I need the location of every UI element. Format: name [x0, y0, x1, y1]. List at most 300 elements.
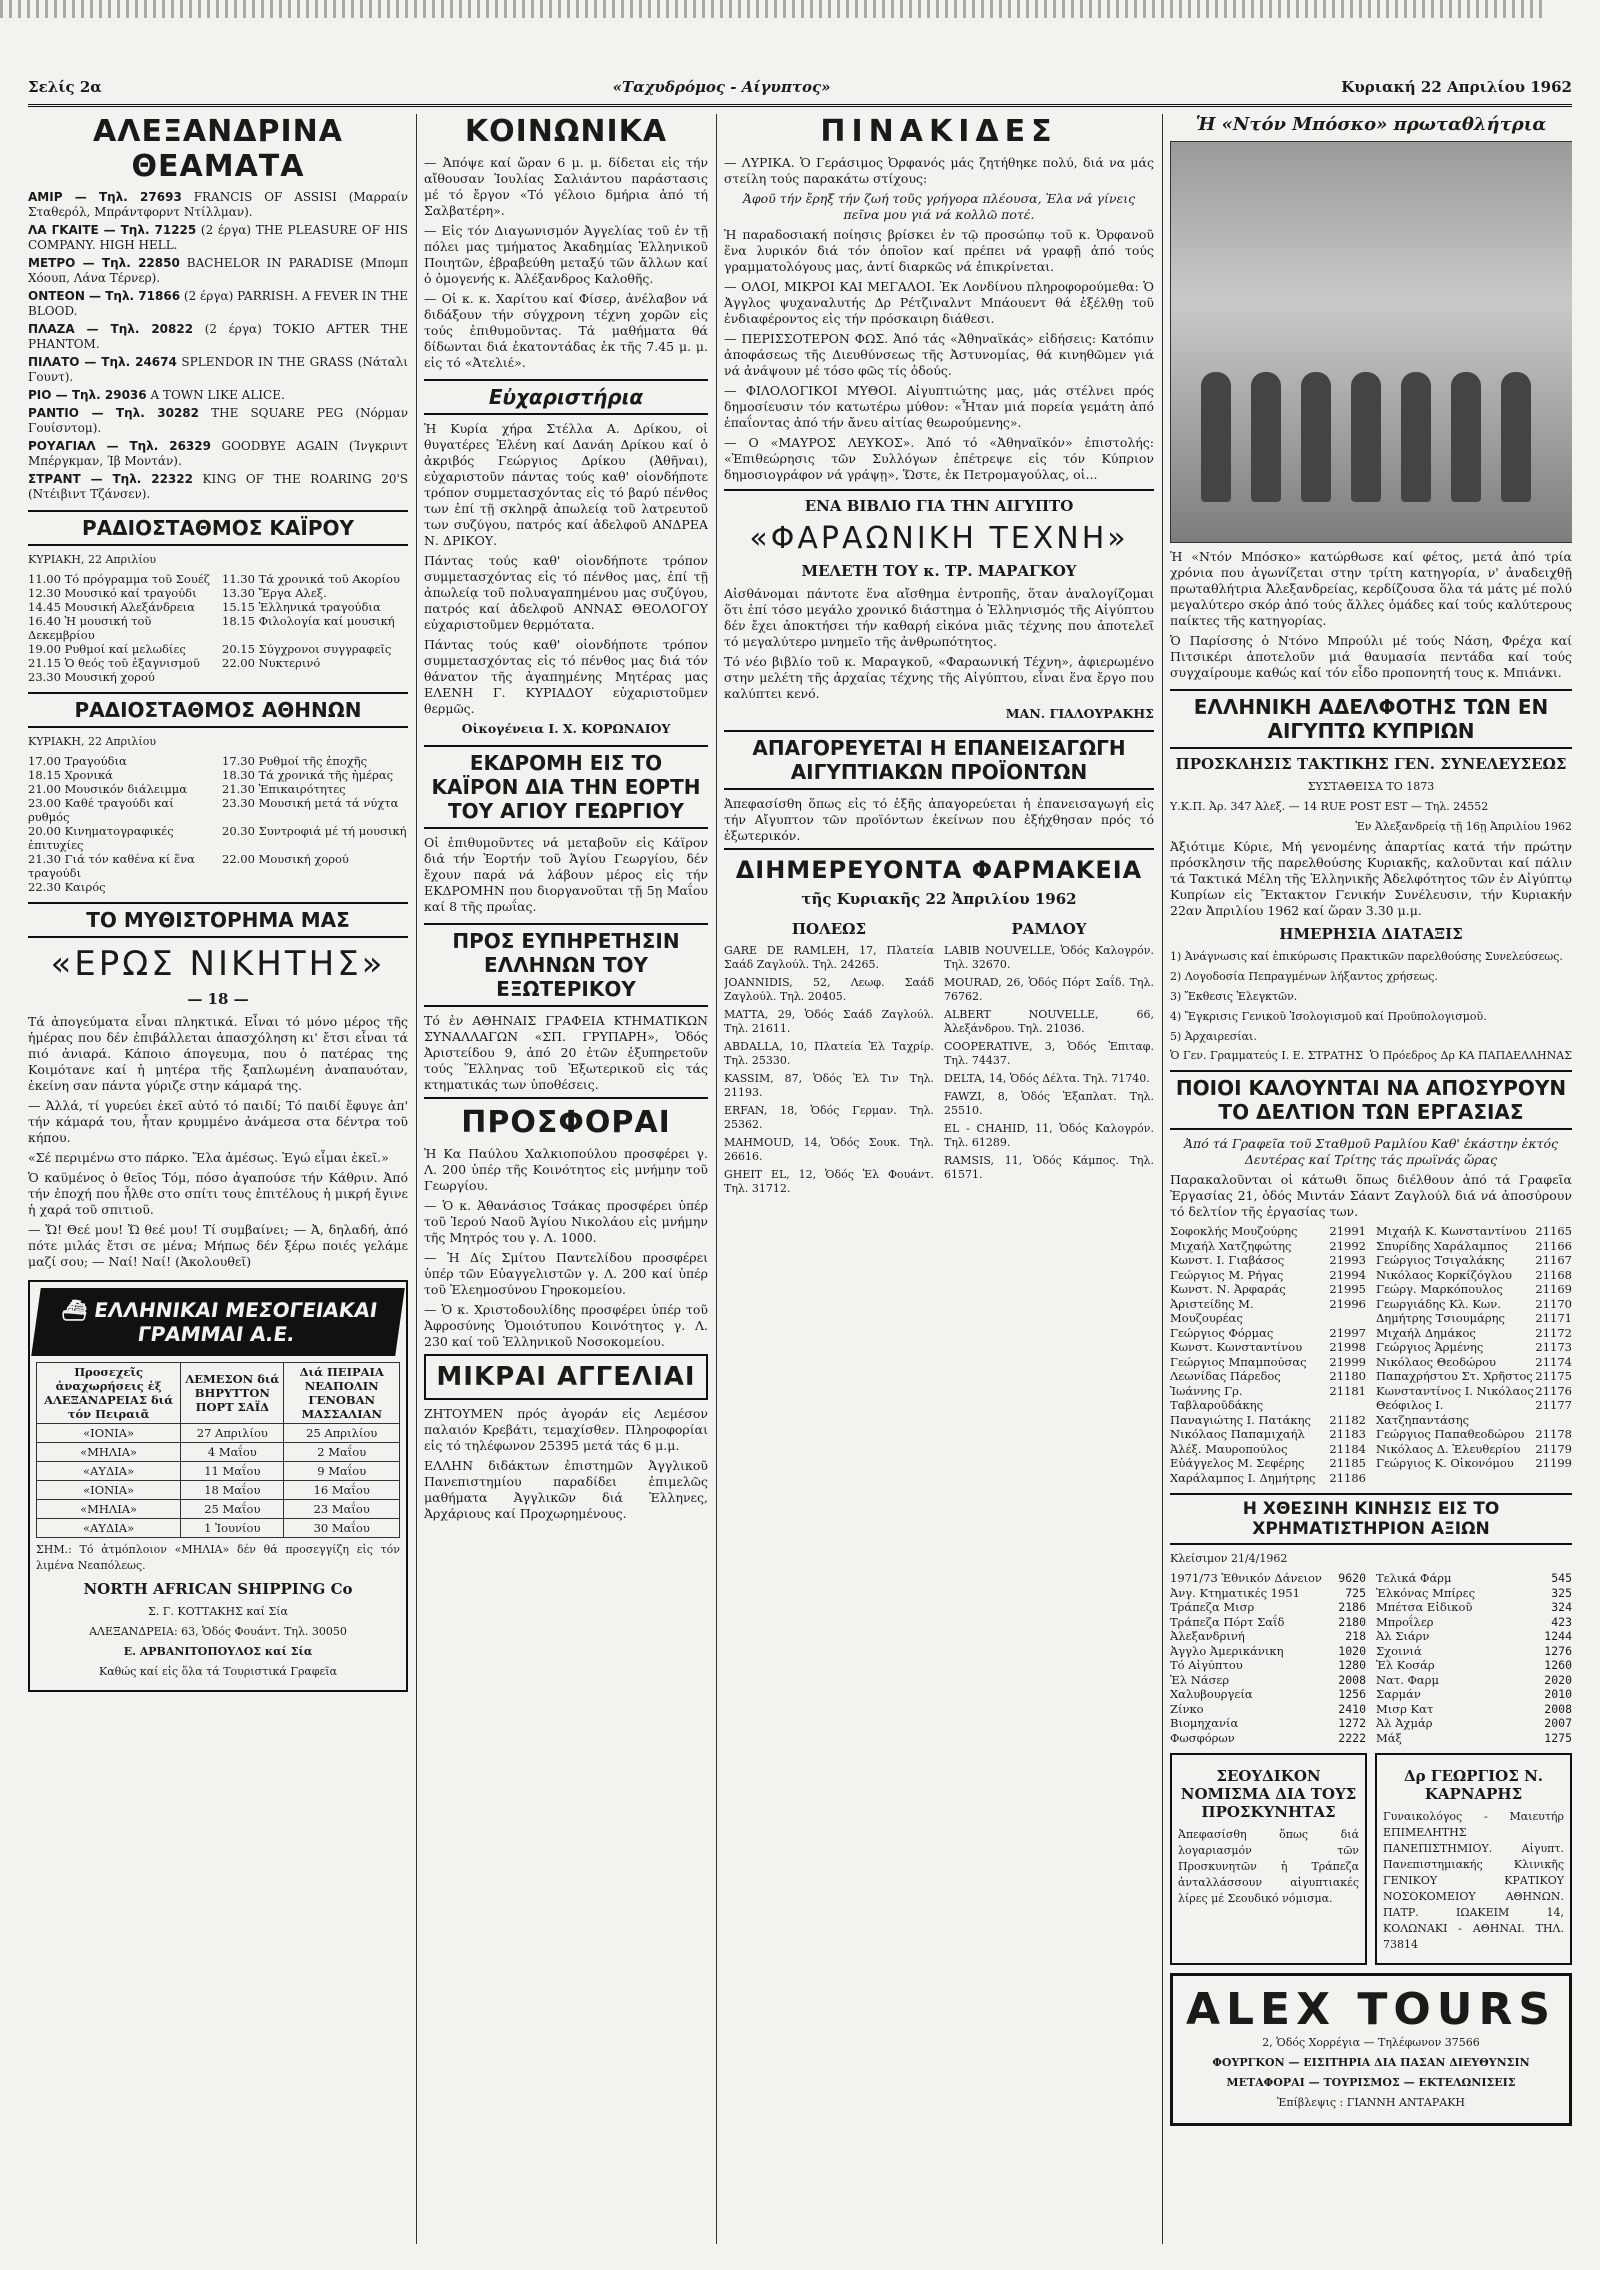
list-item: [1376, 1629, 1572, 1644]
cinema-film: KING OF THE ROARING 20'S (Ντέιβιντ Τζάνσεν).: [28, 472, 408, 501]
stock-price: 423: [1551, 1614, 1572, 1629]
agenda-item: 5) Ἀρχαιρεσίαι.: [1170, 1030, 1257, 1043]
list-item: [1376, 1586, 1572, 1601]
stock-price: 1272: [1338, 1716, 1366, 1730]
classifieds-title: ΜΙΚΡΑΙ ΑΓΓΕΛΙΑΙ: [424, 1354, 708, 1400]
pharmacy-entry: MATTA, 29, Ὁδός Σαάδ Ζαγλούλ. Τηλ. 21611.: [724, 1008, 934, 1035]
agenda-item: 4) Ἔγκρισις Γενικοῦ Ἰσολογισμοῦ καί Προϋπολογισμοῦ.: [1170, 1010, 1487, 1023]
stock-price: 545: [1551, 1571, 1572, 1585]
thanks-title: Εὐχαριστήρια: [424, 379, 708, 415]
list-item: [1376, 1427, 1572, 1442]
novel-paragraph: Ὁ καϋμένος ὁ θεῖος Τόμ, πόσο ἀγαπούσε τήν Κάθριν. Ἀπό τήν ἐποχή που ἦλθε στο σπίτι τους ἐπιτέλους ἡ μικρή ἔγινε ἡ χαρά τοῦ σπιτιοῦ.: [28, 1170, 408, 1217]
shipping-company-name: ΕΛΛΗΝΙΚΑΙ ΜΕΣΟΓΕΙΑΚΑΙ ΓΡΑΜΜΑΙ Α.Ε.: [92, 1298, 379, 1346]
novel-paragraph: Τά ἀπογεύματα εἶναι πληκτικά. Εἶναι τό μόνο μέρος τῆς ἡμέρας που δέν ἐπιβάλλεται ἀπασχόληση κι' ἔτσι εἶναι τά πιό ἀνιαρά. Κάποιο άπογευμα, που ὁ πατέρας της Κοιμότανε καί ἡ μητέρα τῆς ξαπλωμένη ἀναπαυόταν, ἐκείνη σαν πάντα γύριζε στην κάμαρά της.: [28, 1014, 408, 1093]
member-number: 21992: [1329, 1238, 1366, 1253]
list-item: [1170, 1615, 1366, 1630]
list-item: [1170, 1427, 1366, 1442]
radio-program: 12.30 Μουσικό καί τραγούδι: [28, 586, 197, 600]
print-border-noise: [0, 0, 1544, 18]
pharmacy-entry: RAMSIS, 11, Ὁδός Κάμπος. Τηλ. 61571.: [944, 1154, 1154, 1181]
stock-price: 1020: [1338, 1643, 1366, 1658]
pharmacy-entry: GHEIT EL, 12, Ὁδός Ἐλ Φουάντ. Τηλ. 31712.: [724, 1168, 934, 1195]
radio-athens-schedule: [28, 754, 408, 894]
stock-name: Ζίνκο: [1170, 1701, 1204, 1716]
table-cell: 16 Μαΐου: [284, 1481, 400, 1500]
table-row: [37, 1500, 400, 1519]
cinema-name: ΡΟΥΑΓΙΑΛ — Τηλ. 26329: [28, 439, 211, 453]
member-name: Γεώργιος Μ. Ρήγας: [1170, 1267, 1284, 1282]
shipping-column-header: ΛΕΜΕΣΟΝ διά ΒΗΡΥΤΤΟΝ ΠΟΡΤ ΣΑΪΔ: [181, 1363, 284, 1424]
table-cell: «ΜΗΛΙΑ»: [37, 1500, 181, 1519]
brotherhood-date: Ἐν Ἀλεξανδρείᾳ τῇ 16ῃ Ἀπριλίου 1962: [1355, 820, 1572, 833]
table-cell: «ΑΥΔΙΑ»: [37, 1462, 181, 1481]
list-item: [1376, 1297, 1572, 1312]
stock-name: 1971/73 Ἐθνικόν Δάνειον: [1170, 1571, 1322, 1585]
list-item: [1170, 1224, 1366, 1239]
radio-program: 23.00 Καθέ τραγούδι καί ρυθμός: [28, 796, 174, 824]
member-number: 21177: [1535, 1398, 1572, 1412]
member-name: Γεώργιος Κ. Οἰκονόμου: [1376, 1456, 1514, 1470]
book-banner: ΕΝΑ ΒΙΒΛΙΟ ΓΙΑ ΤΗΝ ΑΙΓΥΠΤΟ: [724, 489, 1154, 515]
table-cell: 23 Μαΐου: [284, 1500, 400, 1519]
forbid-paragraph: Ἀπεφασίσθη ὅπως εἰς τό ἑξῆς ἀπαγορεύεται ἡ ἐπανεισαγωγή εἰς τήν Αἴγυπτον τῶν προϊόντων ἐκείνων που ἐξήχθησαν πρός τό ἐξωτερικόν.: [724, 796, 1154, 843]
list-item: [1170, 1442, 1366, 1457]
stock-name: Ἐλ Νάσερ: [1170, 1672, 1230, 1687]
thanks-paragraph: Ἡ Κυρία χήρα Στέλλα Α. Δρίκου, οἱ θυγατέρες Ἑλένη καί Δανάη Δρίκου καί ὁ ἀκριβός Γεώργιος Δρίκου (Ἀθῆναι), εὐχαριστοῦν πάντας τούς καθ' οἱονδήποτε τρόπον συμμετασχόντας εἰς τό βαρύ πένθος των ἐπί τῇ σκληρᾷ ἀπωλείᾳ τοῦ λατρευτοῦ των συζύγου, πατρός καί ἀδελφοῦ ΑΝΔΡΕΑ Ν. ΔΡΙΚΟΥ.: [424, 421, 708, 548]
cinema-listing: [28, 406, 408, 436]
member-name: Γεώργιος Ἀρμένης: [1376, 1340, 1484, 1354]
shipping-column-header: Προσεχεῖς ἀναχωρήσεις ἐξ ΑΛΕΞΑΝΔΡΕΙΑΣ διά τόν Πειραιᾶ: [37, 1363, 181, 1424]
player-figure: [1501, 372, 1531, 502]
notice-paragraph: Ἡ παραδοσιακή ποίησις βρίσκει ἐν τῷ προσώπῳ τοῦ κ. Ὀρφανοῦ ἕνα λυρικόν διά τόν ὁποῖον καί πρέπει νά γραφῇ ἀπό τούς γραμματολόγους μας, ἀντί διαρκῶς νά ἐπικρίνεται.: [724, 227, 1154, 274]
member-name: Παναγιώτης Ι. Πατάκης: [1170, 1412, 1311, 1427]
pharmacy-entry: MAHMOUD, 14, Ὁδός Σουκ. Τηλ. 26616.: [724, 1136, 934, 1163]
notice-paragraph: — ΛΥΡΙΚΑ. Ὁ Γεράσιμος Ὀρφανός μάς ζητήθηκε πολύ, διά να μάς στείλη τούς παρακάτω στίχους:: [724, 155, 1154, 186]
stock-price: 1260: [1544, 1658, 1572, 1672]
member-name: Σπυρίδης Χαράλαμπος: [1376, 1238, 1508, 1253]
shipping-agent-name: NORTH AFRICAN SHIPPING Co: [83, 1580, 353, 1598]
member-name: Σοφοκλής Μουζούρης: [1170, 1224, 1298, 1238]
stock-price: 2008: [1544, 1701, 1572, 1716]
list-item: [1376, 1340, 1572, 1355]
list-item: [1376, 1456, 1572, 1471]
rail-title: ΠΟΙΟΙ ΚΑΛΟΥΝΤΑΙ ΝΑ ΑΠΟΣΥΡΟΥΝ ΤΟ ΔΕΛΤΙΟΝ ΤΩΝ ΕΡΓΑΣΙΑΣ: [1170, 1070, 1572, 1130]
radio-program: 21.00 Μουσικόν διάλειμμα: [28, 782, 188, 796]
member-number: 21168: [1535, 1267, 1572, 1282]
member-number: 21182: [1329, 1412, 1366, 1427]
cinema-name: ΣΤΡΑΝΤ — Τηλ. 22322: [28, 472, 193, 486]
newspaper-page: [28, 18, 1572, 2252]
member-number: 21998: [1329, 1340, 1366, 1354]
member-number: 21993: [1329, 1253, 1366, 1267]
member-name: Νικόλαος Παπαμιχαήλ: [1170, 1427, 1305, 1441]
stock-price: 1276: [1544, 1643, 1572, 1658]
member-number: 21176: [1535, 1383, 1572, 1398]
notice-paragraph: — Ο «ΜΑΥΡΟΣ ΛΕΥΚΟΣ». Ἀπό τό «Ἀθηναϊκόν» ἐπιστολής: «Ἐπιθεώρησις τῶν Συλλόγων ἐπέτρεψε εἰς τόν Κύπριον δημοσιογράφον νά γράψῃ», Ὥστε, ἐκ Πετρομαγούλας, οἱ...: [724, 435, 1154, 482]
pharmacy-entry: DELTA, 14, Ὁδός Δέλτα. Τηλ. 71740.: [944, 1072, 1150, 1085]
member-number: 21994: [1329, 1267, 1366, 1282]
stock-price: 725: [1345, 1585, 1366, 1600]
member-number: 21185: [1329, 1456, 1366, 1470]
section-title-social: ΚΟΙΝΩΝΙΚΑ: [464, 114, 668, 149]
list-item: [1376, 1615, 1572, 1630]
offers-paragraph: Ἡ Κα Παύλου Χαλκιοπούλου προσφέρει γ. Λ. 200 ὑπέρ τῆς Κοινότητος εἰς μνήμην τοῦ Γεωργίου.: [424, 1146, 708, 1193]
list-item: [1376, 1600, 1572, 1615]
list-item: [1376, 1224, 1572, 1239]
list-item: [1376, 1731, 1572, 1746]
list-item: [1376, 1673, 1572, 1688]
pharmacy-city-list: [724, 944, 934, 1196]
coin-paragraph: Ἀπεφασίσθη ὅπως διά λογαριασμόν τῶν Προσκυνητῶν ἡ Τράπεζα ἀνταλλάσσουν αἰγυπτιακές λίρες μέ Σεουδικό νόμισμα.: [1178, 1828, 1359, 1905]
member-name: Μιχαήλ Δημάκος: [1376, 1325, 1476, 1340]
radio-program: 22.00 Μουσική χορού: [222, 852, 349, 866]
stock-price: 325: [1551, 1585, 1572, 1600]
radio-program: 21.30 Ἐπικαιρότητες: [222, 782, 346, 796]
shipping-table-body: [37, 1424, 400, 1538]
member-number: 21181: [1329, 1383, 1366, 1398]
list-item: [1170, 1297, 1366, 1326]
list-item: [1170, 1644, 1366, 1659]
pharmacy-ramleh: [944, 914, 1154, 1200]
member-number: 21169: [1535, 1282, 1572, 1296]
list-item: [1170, 1239, 1366, 1254]
radio-program: 23.30 Μουσική χορού: [28, 670, 155, 684]
cinema-film: (2 έργα) THE PLEASURE OF HIS COMPANY. HIGH HELL.: [28, 223, 408, 252]
table-cell: 27 Απριλίου: [181, 1424, 284, 1443]
member-name: Νικόλαος Δ. Ἐλευθερίου: [1376, 1441, 1521, 1456]
cinema-film: SPLENDOR IN THE GRASS (Νάταλι Γουντ).: [28, 355, 408, 384]
table-cell: «ΑΥΔΙΑ»: [37, 1519, 181, 1538]
stock-price: 1280: [1338, 1658, 1366, 1672]
member-name: Κωνστ. Κωνσταντίνου: [1170, 1340, 1303, 1354]
pharmacy-entry: EL - CHAHID, 11, Ὁδός Καλογρόν. Τηλ. 61289.: [944, 1122, 1154, 1149]
member-name: Νικόλαος Κορκίζόγλου: [1376, 1267, 1512, 1282]
stock-name: Νατ. Φαρμ: [1376, 1672, 1439, 1687]
radio-program: 22.30 Καιρός: [28, 880, 106, 894]
book-paragraph: Τό νέο βιβλίο τοῦ κ. Μαραγκοῦ, «Φαραωνική Τέχνη», ἀφιερωμένο στην μελέτη τῆς ἀρχαίας τέχνης τῆς Αἰγύπτου, εἶναι ἕνα ἔργο που καλύπτει κενό.: [724, 654, 1154, 701]
stock-name: Ἀνγ. Κτηματικές 1951: [1170, 1585, 1300, 1600]
member-name: Γεώργιος Μπαμπούσας: [1170, 1354, 1307, 1369]
table-cell: 1 Ἰουνίου: [181, 1519, 284, 1538]
list-item: [1170, 1384, 1366, 1413]
coin-title: ΣΕΟΥΔΙΚΟΝ ΝΟΜΙΣΜΑ ΔΙΑ ΤΟΥΣ ΠΡΟΣΚΥΝΗΤΑΣ: [1180, 1767, 1357, 1821]
stock-price: 2007: [1544, 1716, 1572, 1730]
section-title-theaters: ΑΛΕΞΑΝΔΡΙΝΑ ΘΕΑΜΑΤΑ: [93, 114, 343, 184]
stock-title: Η ΧΘΕΣΙΝΗ ΚΙΝΗΣΙΣ ΕΙΣ ΤΟ ΧΡΗΜΑΤΙΣΤΗΡΙΟΝ ΑΞΙΩΝ: [1170, 1493, 1572, 1545]
member-number: 21172: [1535, 1325, 1572, 1340]
masthead: [28, 70, 1572, 107]
stock-price: 2222: [1338, 1730, 1366, 1745]
member-number: 21997: [1329, 1325, 1366, 1340]
ship-icon: ⛴: [60, 1298, 97, 1322]
member-name: Νικόλαος Θεοδώρου: [1376, 1354, 1497, 1369]
member-name: Χαράλαμπος Ι. Δημήτρης: [1170, 1470, 1316, 1485]
social-paragraph: — Οἱ κ. κ. Χαρίτου καί Φίσερ, ἀνέλαβον νά διδάξουν τήν σύγχρονη τέχνη χορῶν εἰς τούς ἐπιθυμοῦντας. Τά μαθήματα θά δίδωνται διά ἑκατοντάδας ἐκ τῆς 7.45 μ. μ. εἰς τό «Ἀτελιέ».: [424, 291, 708, 370]
book-subtitle: ΜΕΛΕΤΗ ΤΟΥ κ. ΤΡ. ΜΑΡΑΓΚΟΥ: [801, 562, 1077, 580]
stock-price: 2010: [1544, 1687, 1572, 1701]
radio-program: 16.40 Ἡ μουσική τοῦ Δεκεμβρίου: [28, 614, 152, 642]
member-name: Γεώργιος Φόρμας: [1170, 1325, 1274, 1340]
table-row: [37, 1481, 400, 1500]
thanks-paragraph: Πάντας τούς καθ' οἱονδήποτε τρόπον συμμετασχόντας εἰς τό πένθος μας διά τόν θάνατον τῆς ἀγαπημένης Μητέρας μας ΕΛΕΝΗ Γ. ΚΥΡΙΑΔΟΥ εὐχαριστοῦμεν θερμῶς.: [424, 637, 708, 716]
pharmacy-entry: ERFAN, 18, Ὁδός Γερμαν. Τηλ. 25362.: [724, 1104, 934, 1131]
list-item: [1376, 1571, 1572, 1586]
radio-program: 11.30 Τά χρονικά τοῦ Ακορίου: [222, 572, 400, 586]
radio-program: 18.15 Χρονικά: [28, 768, 113, 782]
radio-program: 18.15 Φιλολογία καί μουσική: [222, 614, 395, 628]
list-item: [1376, 1687, 1572, 1702]
shipping-table-header: [37, 1363, 400, 1424]
agenda-title: ΗΜΕΡΗΣΙΑ ΔΙΑΤΑΞΙΣ: [1279, 925, 1463, 943]
player-figure: [1201, 372, 1231, 502]
list-item: [1376, 1658, 1572, 1673]
list-item: [1170, 1600, 1366, 1615]
member-number: 21174: [1535, 1354, 1572, 1369]
shipping-agent-line: Καθώς καί εἰς ὅλα τά Τουριστικά Γραφεῖα: [98, 1665, 337, 1678]
stock-name: Τελικά Φάρμ: [1376, 1571, 1452, 1585]
member-name: Γεώργ. Μαρκόπουλος: [1376, 1282, 1503, 1296]
stock-name: Χαλυβουργεία: [1170, 1687, 1253, 1701]
doctor-details: Γυναικολόγος - Μαιευτήρ ΕΠΙΜΕΛΗΤΗΣ ΠΑΝΕΠΙΣΤΗΜΙΟΥ. Αἰγυπτ. Πανεπιστημιακής Κλινικῆς ΓΕΝΙΚΟΥ ΚΡΑΤΙΚΟΥ ΝΟΣΟΚΟΜΕΙΟΥ ΑΘΗΝΩΝ. ΠΑΤΡ. ΙΩΑΚΕΙΜ 14, ΚΟΛΩΝΑΚΙ - ΑΘΗΝΑΙ. ΤΗΛ. 73814: [1383, 1810, 1564, 1951]
cinema-listing: [28, 472, 408, 502]
pharmacy-ramleh-list: [944, 944, 1154, 1182]
radio-program: 18.30 Τά χρονικά τῆς ἡμέρας: [222, 768, 394, 782]
column-notices: [724, 114, 1154, 2244]
agenda-item: 3) Ἔκθεσις Ἐλεγκτῶν.: [1170, 990, 1298, 1003]
novel-paragraph: — Ὤ! Θεέ μου! Ὤ θεέ μου! Τί συμβαίνει; — Ἀ, δηλαδή, ἀπό πότε μιλάς ἔτσι σε μένα; Μήπως δέν ξέρω ποιές γελάμε μαζί σου; — Ναί! Ναί! (Ἀκολουθεῖ): [28, 1222, 408, 1269]
member-number: 21165: [1535, 1224, 1572, 1238]
list-item: [1376, 1442, 1572, 1457]
brotherhood-ref: Υ.Κ.Π. Ἀρ. 347 Ἀλεξ. — 14 RUE POST EST — Τηλ. 24552: [1170, 800, 1489, 813]
list-item: [1376, 1644, 1572, 1659]
brotherhood-subtitle: ΠΡΟΣΚΛΗΣΙΣ ΤΑΚΤΙΚΗΣ ΓΕΝ. ΣΥΝΕΛΕΥΣΕΩΣ: [1175, 755, 1567, 773]
stock-name: Φωσφόρων: [1170, 1730, 1235, 1745]
section-title-notices: ΠΙΝΑΚΙΔΕΣ: [820, 114, 1058, 149]
member-name: Γεώργιος Τσιγαλάκης: [1376, 1253, 1505, 1267]
member-name: Μιχαήλ Κ. Κωνσταντίνου: [1376, 1224, 1527, 1238]
stock-list: [1170, 1571, 1572, 1745]
radio-athens-date: ΚΥΡΙΑΚΗ, 22 Απριλίου: [28, 735, 157, 748]
forbid-title: ΑΠΑΓΟΡΕΥΕΤΑΙ Η ΕΠΑΝΕΙΣΑΓΩΓΗ ΑΙΓΥΠΤΙΑΚΩΝ ΠΡΟΪΟΝΤΩΝ: [724, 730, 1154, 790]
radio-program: 17.00 Τραγούδια: [28, 754, 127, 768]
list-item: [1376, 1239, 1572, 1254]
member-number: 21178: [1535, 1427, 1572, 1441]
list-item: [1170, 1355, 1366, 1370]
table-row: [37, 1424, 400, 1443]
offers-paragraph: — Ἡ Δίς Σμίτου Παντελίδου προσφέρει ὑπέρ τῶν Εὐαγγελιστῶν γ. Λ. 200 καί ὑπέρ τοῦ Ἐλεημοσύνου Γηροκομείου.: [424, 1250, 708, 1297]
member-number: 21186: [1329, 1470, 1366, 1485]
radio-cairo-schedule: [28, 572, 408, 684]
radio-program: 15.15 Ἑλληνικά τραγούδια: [222, 600, 381, 614]
member-number: 21171: [1535, 1311, 1572, 1325]
shipping-agent-line: Ε. ΑΡΒΑΝΙΤΟΠΟΥΛΟΣ καί Σία: [123, 1645, 313, 1658]
stock-price: 2008: [1338, 1672, 1366, 1687]
cinema-film: GOODBYE AGAIN (Ίνγκριντ Μπέργκμαν, Ίβ Μοντάν).: [28, 439, 408, 468]
table-cell: 11 Μαΐου: [181, 1462, 284, 1481]
list-item: [1376, 1716, 1572, 1731]
cinema-listing: [28, 388, 408, 403]
cinema-listing: [28, 223, 408, 253]
stock-name: Βιομηχανία: [1170, 1716, 1239, 1730]
member-list: [1170, 1224, 1572, 1485]
cinema-film: (2 έργα) PARRISH. A FEVER IN THE BLOOD.: [28, 289, 408, 318]
pharmacy-entry: FAWZI, 8, Ὁδός Ἑξαπλατ. Τηλ. 25510.: [944, 1090, 1154, 1117]
radio-program: 22.00 Νυκτερινό: [222, 656, 321, 670]
member-name: Κωνστ. Ν. Ἀρφαράς: [1170, 1282, 1286, 1296]
member-number: 21179: [1535, 1441, 1572, 1456]
stock-name: Ἐλκόνας Μπίρες: [1376, 1585, 1476, 1600]
member-name: Ἰωάννης Γρ. Ταβλαροῦδάκης: [1170, 1383, 1264, 1412]
member-number: 21175: [1535, 1369, 1572, 1383]
stock-name: Σχοινιά: [1376, 1643, 1422, 1658]
member-name: Κωνστ. Ι. Γιαβάσος: [1170, 1253, 1285, 1267]
member-name: Κωνσταντίνος Ι. Νικόλαος: [1376, 1383, 1534, 1398]
radio-program: 20.30 Συντροφιά μέ τή μουσική: [222, 824, 407, 838]
thanks-signature: Οἰκογένεια Ι. Χ. ΚΟΡΩΝΑΙΟΥ: [461, 721, 671, 736]
cinema-film: A TOWN LIKE ALICE.: [150, 388, 285, 402]
member-name: Γεωργιάδης Κλ. Κων.: [1376, 1296, 1501, 1311]
novel-title: «ΕΡΩΣ ΝΙΚΗΤΗΣ»: [50, 944, 386, 984]
table-cell: 25 Απριλίου: [284, 1424, 400, 1443]
list-item: [1170, 1629, 1366, 1644]
cinema-listing: [28, 439, 408, 469]
table-cell: 25 Μαΐου: [181, 1500, 284, 1519]
cinema-name: ΟΝΤΕΟΝ — Τηλ. 71866: [28, 289, 181, 303]
member-number: 21170: [1535, 1296, 1572, 1311]
stock-price: 1275: [1544, 1730, 1572, 1745]
list-item: [1170, 1369, 1366, 1384]
pharmacy-entry: MOURAD, 26, Ὁδός Πόρτ Σαΐδ. Τηλ. 76762.: [944, 976, 1154, 1003]
list-item: [1170, 1282, 1366, 1297]
newspaper-name: «Ταχυδρόμος - Αίγυπτος»: [612, 78, 831, 96]
brotherhood-paragraph: Ἀξιότιμε Κύριε, Μή γενομένης ἀπαρτίας κατά τήν πρώτην πρόσκλησιν τῆς παρελθούσης Κυριακῆς, καλοῦνται καί πάλιν τά Τακτικά Μέλη τῆς Ἑλληνικῆς Ἀδελφότητος τῶν ἐν Αἰγύπτῳ Κυπρίων εἰς Ἔκτακτον Γενικήν Συνέλευσιν, τήν Κυριακήν 22αν Ἀπριλίου 1962 καί ὥραν 3.30 μ.μ.: [1170, 839, 1572, 918]
shipping-ad: [28, 1280, 408, 1692]
pharmacy-subtitle: τῆς Κυριακῆς 22 Ἀπριλίου 1962: [801, 890, 1077, 908]
novel-paragraph: — Ἀλλά, τί γυρεύει ἐκεῖ αὐτό τό παιδί; Τό παιδί ἔφυγε ἀπ' τήν κάμαρά του, ἦταν κρυμμένο ἀνάμεσα στα δέντρα τοῦ κήπου.: [28, 1098, 408, 1145]
rail-subtitle: Ἀπό τά Γραφεῖα τοῦ Σταθμοῦ Ραμλίου Καθ' ἑκάστην ἐκτός Δευτέρας καί Τρίτης τάς πρωϊνάς ὥρας: [1183, 1136, 1559, 1167]
cinema-listings: [28, 190, 408, 502]
shipping-agent-line: Σ. Γ. ΚΟΤΤΑΚΗΣ καί Σία: [148, 1605, 288, 1618]
classified-ad: ΕΛΛΗΝ διδάκτων ἐπιστημῶν Ἀγγλικοῦ Πανεπιστημίου παραδίδει ἐπιμελῶς μαθήματα Ἀγγλικῶν διά Ἑλληνες, Ἀρχάριους καί Προχωρημένους.: [424, 1458, 708, 1521]
table-row: [37, 1443, 400, 1462]
pharmacy-title: ΔΙΗΜΕΡΕΥΟΝΤΑ ΦΑΡΜΑΚΕΙΑ: [724, 848, 1154, 884]
cinema-listing: [28, 322, 408, 352]
list-item: [1170, 1586, 1366, 1601]
alex-tours-line: ΦΟΥΡΓΚΟΝ — ΕΙΣΙΤΗΡΙΑ ΔΙΑ ΠΑΣΑΝ ΔΙΕΥΘΥΝΣΙΝ: [1212, 2056, 1530, 2069]
list-item: [1170, 1268, 1366, 1283]
secretary-signature: Ὁ Γεν. Γραμματεύς Ι. Ε. ΣΤΡΑΤΗΣ: [1170, 1049, 1363, 1062]
book-paragraph: Αἰσθάνομαι πάντοτε ἕνα αἴσθημα ἐντροπῆς, ὅταν ἀναλογίζομαι ὅτι ἐπί τόσο μεγάλο χρονικό διάστημα ὁ Ἑλληνισμός τῆς Αἰγύπτου δέν ἔχει ἀποκτήσει τήν καθαρή εἰκόνα μιᾶς τέχνης που ἀποτελεῖ τό μεγαλύτερο μνημεῖο τῆς ἀνθρωπότητος.: [724, 586, 1154, 649]
list-item: [1376, 1384, 1572, 1399]
member-number: 21184: [1329, 1441, 1366, 1456]
table-cell: 2 Μαΐου: [284, 1443, 400, 1462]
stock-price: 9620: [1338, 1571, 1366, 1585]
table-cell: 18 Μαΐου: [181, 1481, 284, 1500]
agenda-item: 2) Λογοδοσία Πεπραγμένων λήξαντος χρήσεως.: [1170, 970, 1438, 983]
radio-program: 13.30 Ἔργα Αλεξ.: [222, 586, 327, 600]
member-number: 21173: [1535, 1340, 1572, 1354]
pharmacy-entry: LABIB NOUVELLE, Ὁδός Καλογρόν. Τηλ. 32670.: [944, 944, 1154, 971]
list-item: [1376, 1355, 1572, 1370]
alex-tours-address: 2, Ὁδός Χορρέγια — Τηλέφωνον 37566: [1262, 2036, 1480, 2049]
column-social: [424, 114, 708, 2244]
member-number: 21995: [1329, 1282, 1366, 1296]
cinema-listing: [28, 355, 408, 385]
member-number: 21167: [1535, 1253, 1572, 1267]
radio-program: 21.15 Ὁ θεός τοῦ ἐξαγνισμοῦ: [28, 656, 200, 670]
cinema-name: ΡΑΝΤΙΟ — Τηλ. 30282: [28, 406, 200, 420]
ads-row: [1170, 1753, 1572, 1965]
shipping-banner: [31, 1288, 405, 1356]
list-item: [1170, 1687, 1366, 1702]
radio-program: 19.00 Ρυθμοί καί μελωδίες: [28, 642, 186, 656]
table-cell: «ΙΟΝΙΑ»: [37, 1424, 181, 1443]
notice-paragraph: — ΟΛΟΙ, ΜΙΚΡΟΙ ΚΑΙ ΜΕΓΑΛΟΙ. Ἐκ Λονδίνου πληροφορούμεθα: Ὁ Ἀγγλος ψυχαναλυτής Δρ Ρέτζιναλντ Μπάουεντ θά ἐξέλθῃ τοῦ ἐνδιαφέροντος εἰς τήν πρόσκαιρη διάθεσι.: [724, 279, 1154, 326]
list-item: [1170, 1413, 1366, 1428]
column-right: [1170, 114, 1572, 2244]
stock-price: 1244: [1544, 1629, 1572, 1643]
novel-paragraph: «Σέ περιμένω στο πάρκο. Ἔλα ἀμέσως. Ἐγώ εἶμαι ἐκεῖ.»: [28, 1150, 389, 1165]
radio-program: 23.30 Μουσική μετά τά νύχτα: [222, 796, 399, 810]
list-item: [1170, 1340, 1366, 1355]
team-photo: [1170, 141, 1572, 543]
agenda-list: [1170, 949, 1572, 1045]
member-number: 21996: [1329, 1296, 1366, 1311]
radio-program: 21.30 Γιά τόν καθένα κί ἕνα τραγούδι: [28, 852, 195, 880]
shipping-note: ΣΗΜ.: Τό ἀτμόπλοιον «ΜΗΛΙΑ» δέν θά προσεγγίζη εἰς τόν λιμένα Νεαπόλεως.: [36, 1543, 400, 1572]
cinema-film: FRANCIS OF ASSISI (Μαρραίν Σταθερόλ, Μπράντφορντ Ντίλλμαν).: [28, 190, 408, 219]
doctor-ad: [1375, 1753, 1572, 1965]
cinema-name: ΡΙΟ — Τηλ. 29036: [28, 388, 147, 402]
member-number: 21999: [1329, 1354, 1366, 1369]
list-item: [1170, 1471, 1366, 1486]
column-rule: [1162, 114, 1163, 2244]
list-item: [1170, 1716, 1366, 1731]
agenda-item: 1) Ἀνάγνωσις καί ἐπικύρωσις Πρακτικῶν παρελθούσης Συνελεύσεως.: [1170, 950, 1563, 963]
verse: Ἀφοῦ τήν ἔρηξ τήν ζωή τοῦς γρήγορα πλέουσα, Ἐλα νά γίνεις πεῖνα μου γιά νά κολλῶ ποτέ.: [742, 191, 1136, 222]
stock-name: Τό Αἰγύπτου: [1170, 1658, 1243, 1672]
novel-header: ΤΟ ΜΥΘΙΣΤΟΡΗΜΑ ΜΑΣ: [28, 902, 408, 938]
table-row: [37, 1462, 400, 1481]
stock-name: Ἀγγλο Ἀμερικάνικη: [1170, 1643, 1284, 1658]
alex-tours-line: ΜΕΤΑΦΟΡΑΙ — ΤΟΥΡΙΣΜΟΣ — ΕΚΤΕΛΩΝΙΣΕΙΣ: [1226, 2076, 1516, 2089]
rail-paragraph: Παρακαλοῦνται οἱ κάτωθι ὅπως διέλθουν ἀπό τά Γραφεῖα Ἐργασίας 21, ὁδός Μιντάν Σάαντ Ζαγλούλ διά νά ἀποσύρουν τό δελτίον τῆς ἐργασίας των.: [1170, 1172, 1572, 1219]
table-cell: «ΜΗΛΙΑ»: [37, 1443, 181, 1462]
novel-part: — 18 —: [187, 990, 249, 1008]
cinema-name: ΛΑ ΓΚΑΙΤΕ — Τηλ. 71225: [28, 223, 197, 237]
photo-caption: Ἡ «Ντόν Μπόσκο» κατώρθωσε καί φέτος, μετά ἀπό τρία χρόνια που ἀγωνίζεται στην τρίτη κατηγορία, ν' ἀναδειχθῇ πρωταθλήτρια Ἀλεξανδρείας, κερδίζουσα ὅλα τά μάτς μέ πολύ μεγαλύτερο σκόρ ἀπό τούς ἄλλες ὁμάδες καί τούς καλύτερους παίκτες τῆς κατηγορίας.: [1170, 549, 1572, 628]
brotherhood-title: ΕΛΛΗΝΙΚΗ ΑΔΕΛΦΟΤΗΣ ΤΩΝ ΕΝ ΑΙΓΥΠΤΩ ΚΥΠΡΙΩΝ: [1170, 689, 1572, 749]
list-item: [1376, 1398, 1572, 1427]
photo-caption: Ὁ Παρίσσης ὁ Ντόνο Μπρούλι μέ τούς Νάση, Φρέχα καί Πιτσικέρι ἀποτελοῦν μιά θαυμασία πεντάδα καί τούς συγχαίρουμε καθώς καί τόν εἶδο προπονητή τους κ. Μπιάνκι.: [1170, 633, 1572, 680]
player-figure: [1451, 372, 1481, 502]
pharmacy-entry: GARE DE RAMLEH, 17, Πλατεία Σαάδ Ζαγλούλ. Τηλ. 24265.: [724, 944, 934, 971]
cinema-name: ΑΜΙΡ — Τηλ. 27693: [28, 190, 182, 204]
pharmacy-entry: ABDALLA, 10, Πλατεία Ἐλ Ταχρίρ. Τηλ. 25330.: [724, 1040, 934, 1067]
alex-tours-ad: [1170, 1973, 1572, 2126]
cinema-film: BACHELOR IN PARADISE (Μπομπ Χόουπ, Λάνα Τέρνερ).: [28, 256, 408, 285]
table-row: [37, 1519, 400, 1538]
offers-paragraph: — Ὁ κ. Ἀθανάσιος Τσάκας προσφέρει ὑπέρ τοῦ Ἱερού Ναοῦ Ἁγίου Νικολάου εἰς μνήμην τῆς Μητρός του γ. Λ. 1000.: [424, 1198, 708, 1245]
member-number: 21183: [1329, 1427, 1366, 1441]
member-number: 21166: [1535, 1238, 1572, 1253]
list-item: [1170, 1731, 1366, 1746]
pharmacy-entry: KASSIM, 87, Ὁδός Ἐλ Τιν Τηλ. 21193.: [724, 1072, 934, 1099]
shipping-agent-line: ΑΛΕΞΑΝΔΡΕΙΑ: 63, Ὁδός Φουάντ. Τηλ. 30050: [89, 1625, 347, 1638]
notice-paragraph: — ΦΙΛΟΛΟΓΙΚΟΙ ΜΥΘΟΙ. Αἰγυπτιώτης μας, μάς στέλνει πρός δημοσίευσιν τόν κατωτέρω μύθον: «Ἦταν μιά πορεία γεμάτη ἀπό ἐπαΐοντας ἀπό τήν ἄνευ αἰτίας θεωρούμενης».: [724, 383, 1154, 430]
stock-name: Ἀλεξανδρινή: [1170, 1629, 1245, 1643]
excursion-title: ΕΚΔΡΟΜΗ ΕΙΣ ΤΟ ΚΑΪΡΟΝ ΔΙΑ ΤΗΝ ΕΟΡΤΗ ΤΟΥ ΑΓΙΟΥ ΓΕΩΡΓΙΟΥ: [424, 745, 708, 829]
